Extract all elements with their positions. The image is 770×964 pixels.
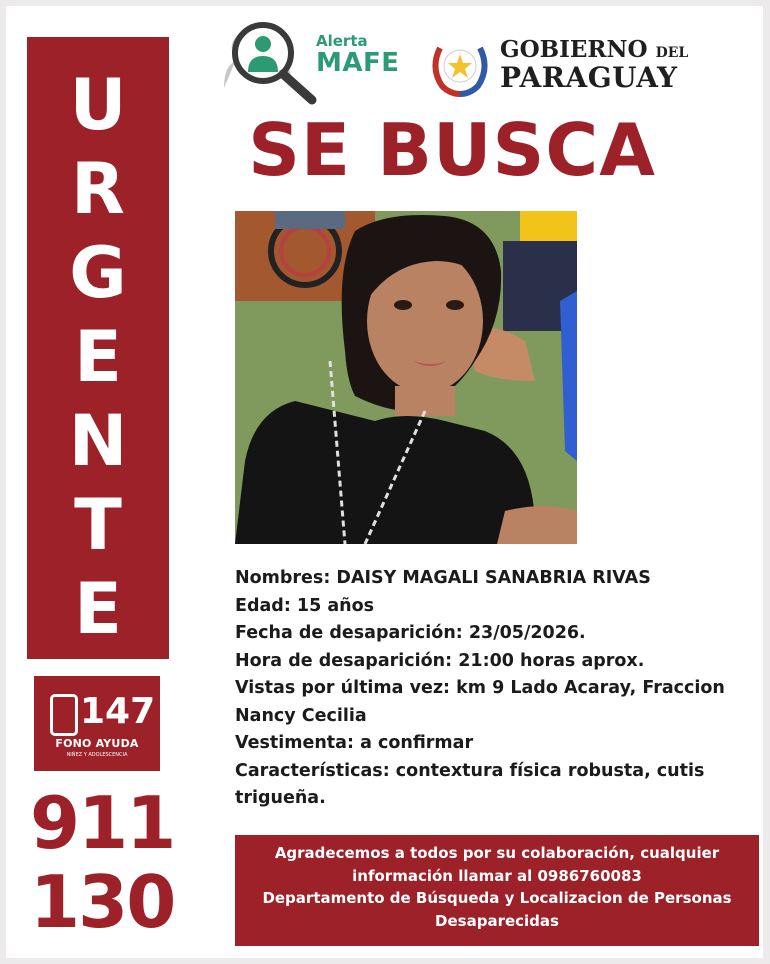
detail-caracteristicas: Características: contextura física robusta, cutis — [235, 760, 705, 781]
footer-line: Desaparecidas — [435, 911, 559, 930]
fono-number: 147 — [80, 691, 156, 732]
footer-line: información llamar al 0986760083 — [352, 866, 642, 885]
urgent-letter: R — [71, 148, 125, 230]
alerta-text: Alerta — [316, 32, 368, 50]
mafe-text: MAFE — [316, 48, 400, 78]
detail-fecha: Fecha de desaparición: 23/05/2026. — [235, 623, 586, 643]
detail-vistas-cont: Nancy Cecilia — [235, 705, 367, 726]
paraguay-seal-icon — [428, 34, 492, 98]
footer-contact-box — [235, 835, 759, 946]
detail-edad: Edad: 15 años — [235, 595, 375, 616]
detail-vistas: Vistas por última vez: km 9 Lado Acaray, Fraccion — [235, 678, 725, 698]
paraguay-text: PARAGUAY — [500, 61, 678, 94]
detail-caracteristicas-cont: trigueña. — [235, 788, 326, 808]
alerta-mafe-logo — [218, 16, 398, 106]
urgent-letter: N — [68, 400, 128, 482]
urgent-letter: T — [74, 484, 122, 566]
emergency-number-911: 911 — [30, 781, 175, 865]
fono-ayuda-badge — [34, 676, 160, 771]
photo-illustration — [235, 211, 577, 544]
emergency-number-130: 130 — [30, 860, 175, 944]
urgent-letter: U — [69, 64, 127, 146]
person-details — [235, 565, 745, 813]
detail-hora: Hora de desaparición: 21:00 horas aprox. — [235, 650, 645, 671]
gobierno-paraguay-logo — [428, 34, 700, 98]
magnifier-person-icon — [218, 16, 318, 106]
urgent-letter: G — [69, 232, 127, 314]
urgent-letter: E — [74, 568, 122, 650]
footer-line: Agradecemos a todos por su colaboración, cualquier — [274, 844, 720, 862]
fono-label: FONO AYUDA — [55, 737, 139, 750]
gobierno-text: GOBIERNO DEL — [500, 36, 689, 63]
missing-person-photo — [235, 211, 577, 544]
headline-se-busca: SE BUSCA — [248, 108, 656, 192]
detail-vestimenta: Vestimenta: a confirmar — [235, 733, 474, 753]
urgent-banner — [27, 37, 169, 659]
fono-sublabel: NIÑEZ Y ADOLESCENCIA — [66, 752, 128, 758]
footer-line: Departamento de Búsqueda y Localizacion de Personas — [262, 889, 732, 907]
detail-nombres: Nombres: DAISY MAGALI SANABRIA RIVAS — [235, 568, 651, 588]
phone-icon — [50, 694, 78, 736]
urgent-letter: E — [74, 316, 122, 398]
